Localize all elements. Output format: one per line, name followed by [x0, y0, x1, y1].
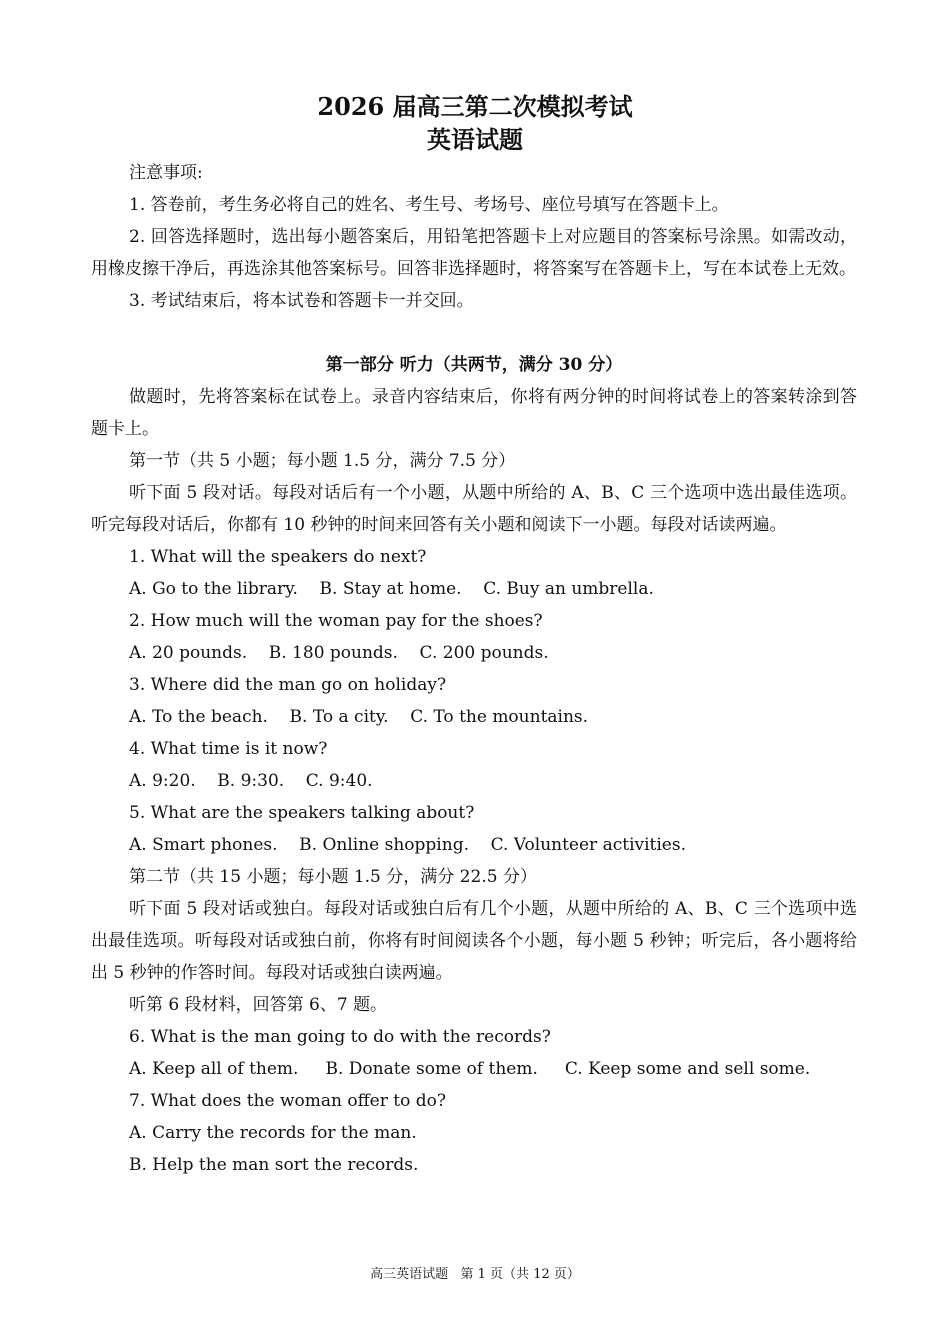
- question-7: 7. What does the woman offer to do?: [129, 1091, 446, 1111]
- question-2: 2. How much will the woman pay for the shoes?: [129, 611, 543, 631]
- question-3: 3. Where did the man go on holiday?: [129, 675, 447, 695]
- question-4-options: A. 9:20. B. 9:30. C. 9:40.: [129, 771, 373, 791]
- exam-title: 2026 届高三第二次模拟考试: [317, 92, 633, 121]
- question-5: 5. What are the speakers talking about?: [129, 803, 475, 823]
- note-item-3: 3. 考试结束后，将本试卷和答题卡一并交回。: [129, 291, 474, 311]
- section1-title: 第一节（共 5 小题；每小题 1.5 分，满分 7.5 分）: [129, 451, 516, 471]
- exam-subtitle: 英语试题: [427, 125, 523, 154]
- section2-title: 第二节（共 15 小题；每小题 1.5 分，满分 22.5 分）: [129, 867, 537, 887]
- question-7-option-a: A. Carry the records for the man.: [129, 1123, 417, 1143]
- question-3-options: A. To the beach. B. To a city. C. To the mountains.: [129, 707, 589, 727]
- page-footer: 高三英语试题 第 1 页（共 12 页）: [370, 1267, 580, 1282]
- part1-instruction: 做题时，先将答案标在试卷上。录音内容结束后，你将有两分钟的时间将试卷上的答案转涂到答题卡上。: [91, 387, 857, 439]
- question-2-options: A. 20 pounds. B. 180 pounds. C. 200 pounds.: [129, 643, 549, 663]
- question-1: 1. What will the speakers do next?: [129, 547, 427, 567]
- section1-instruction: 听下面 5 段对话。每段对话后有一个小题，从题中所给的 A、B、C 三个选项中选出最佳选项。听完每段对话后，你都有 10 秒钟的时间来回答有关小题和阅读下一小题。每段对话读两遍。: [91, 483, 857, 535]
- question-1-options: A. Go to the library. B. Stay at home. C. Buy an umbrella.: [129, 579, 654, 599]
- part1-title: 第一部分 听力（共两节，满分 30 分）: [325, 355, 623, 375]
- question-5-options: A. Smart phones. B. Online shopping. C. Volunteer activities.: [129, 835, 686, 855]
- section2-instruction: 听下面 5 段对话或独白。每段对话或独白后有几个小题，从题中所给的 A、B、C 三个选项中选出最佳选项。听每段对话或独白前，你将有时间阅读各个小题，每小题 5 秒钟；听完后，各小题将给出 5 秒钟的作答时间。每段对话或独白读两遍。: [91, 899, 857, 983]
- note-item-1: 1. 答卷前，考生务必将自己的姓名、考生号、考场号、座位号填写在答题卡上。: [129, 195, 729, 215]
- question-4: 4. What time is it now?: [129, 739, 328, 759]
- question-7-option-b: B. Help the man sort the records.: [129, 1155, 419, 1175]
- notes-heading: 注意事项:: [129, 163, 203, 183]
- question-6: 6. What is the man going to do with the records?: [129, 1027, 551, 1047]
- material-6-note: 听第 6 段材料，回答第 6、7 题。: [129, 995, 388, 1015]
- note-item-2: 2. 回答选择题时，选出每小题答案后，用铅笔把答题卡上对应题目的答案标号涂黑。如需改动，用橡皮擦干净后，再选涂其他答案标号。回答非选择题时，将答案写在答题卡上，写在本试卷上无效。: [91, 227, 857, 279]
- exam-body: [91, 157, 857, 1181]
- question-6-options: A. Keep all of them. B. Donate some of them. C. Keep some and sell some.: [129, 1059, 811, 1079]
